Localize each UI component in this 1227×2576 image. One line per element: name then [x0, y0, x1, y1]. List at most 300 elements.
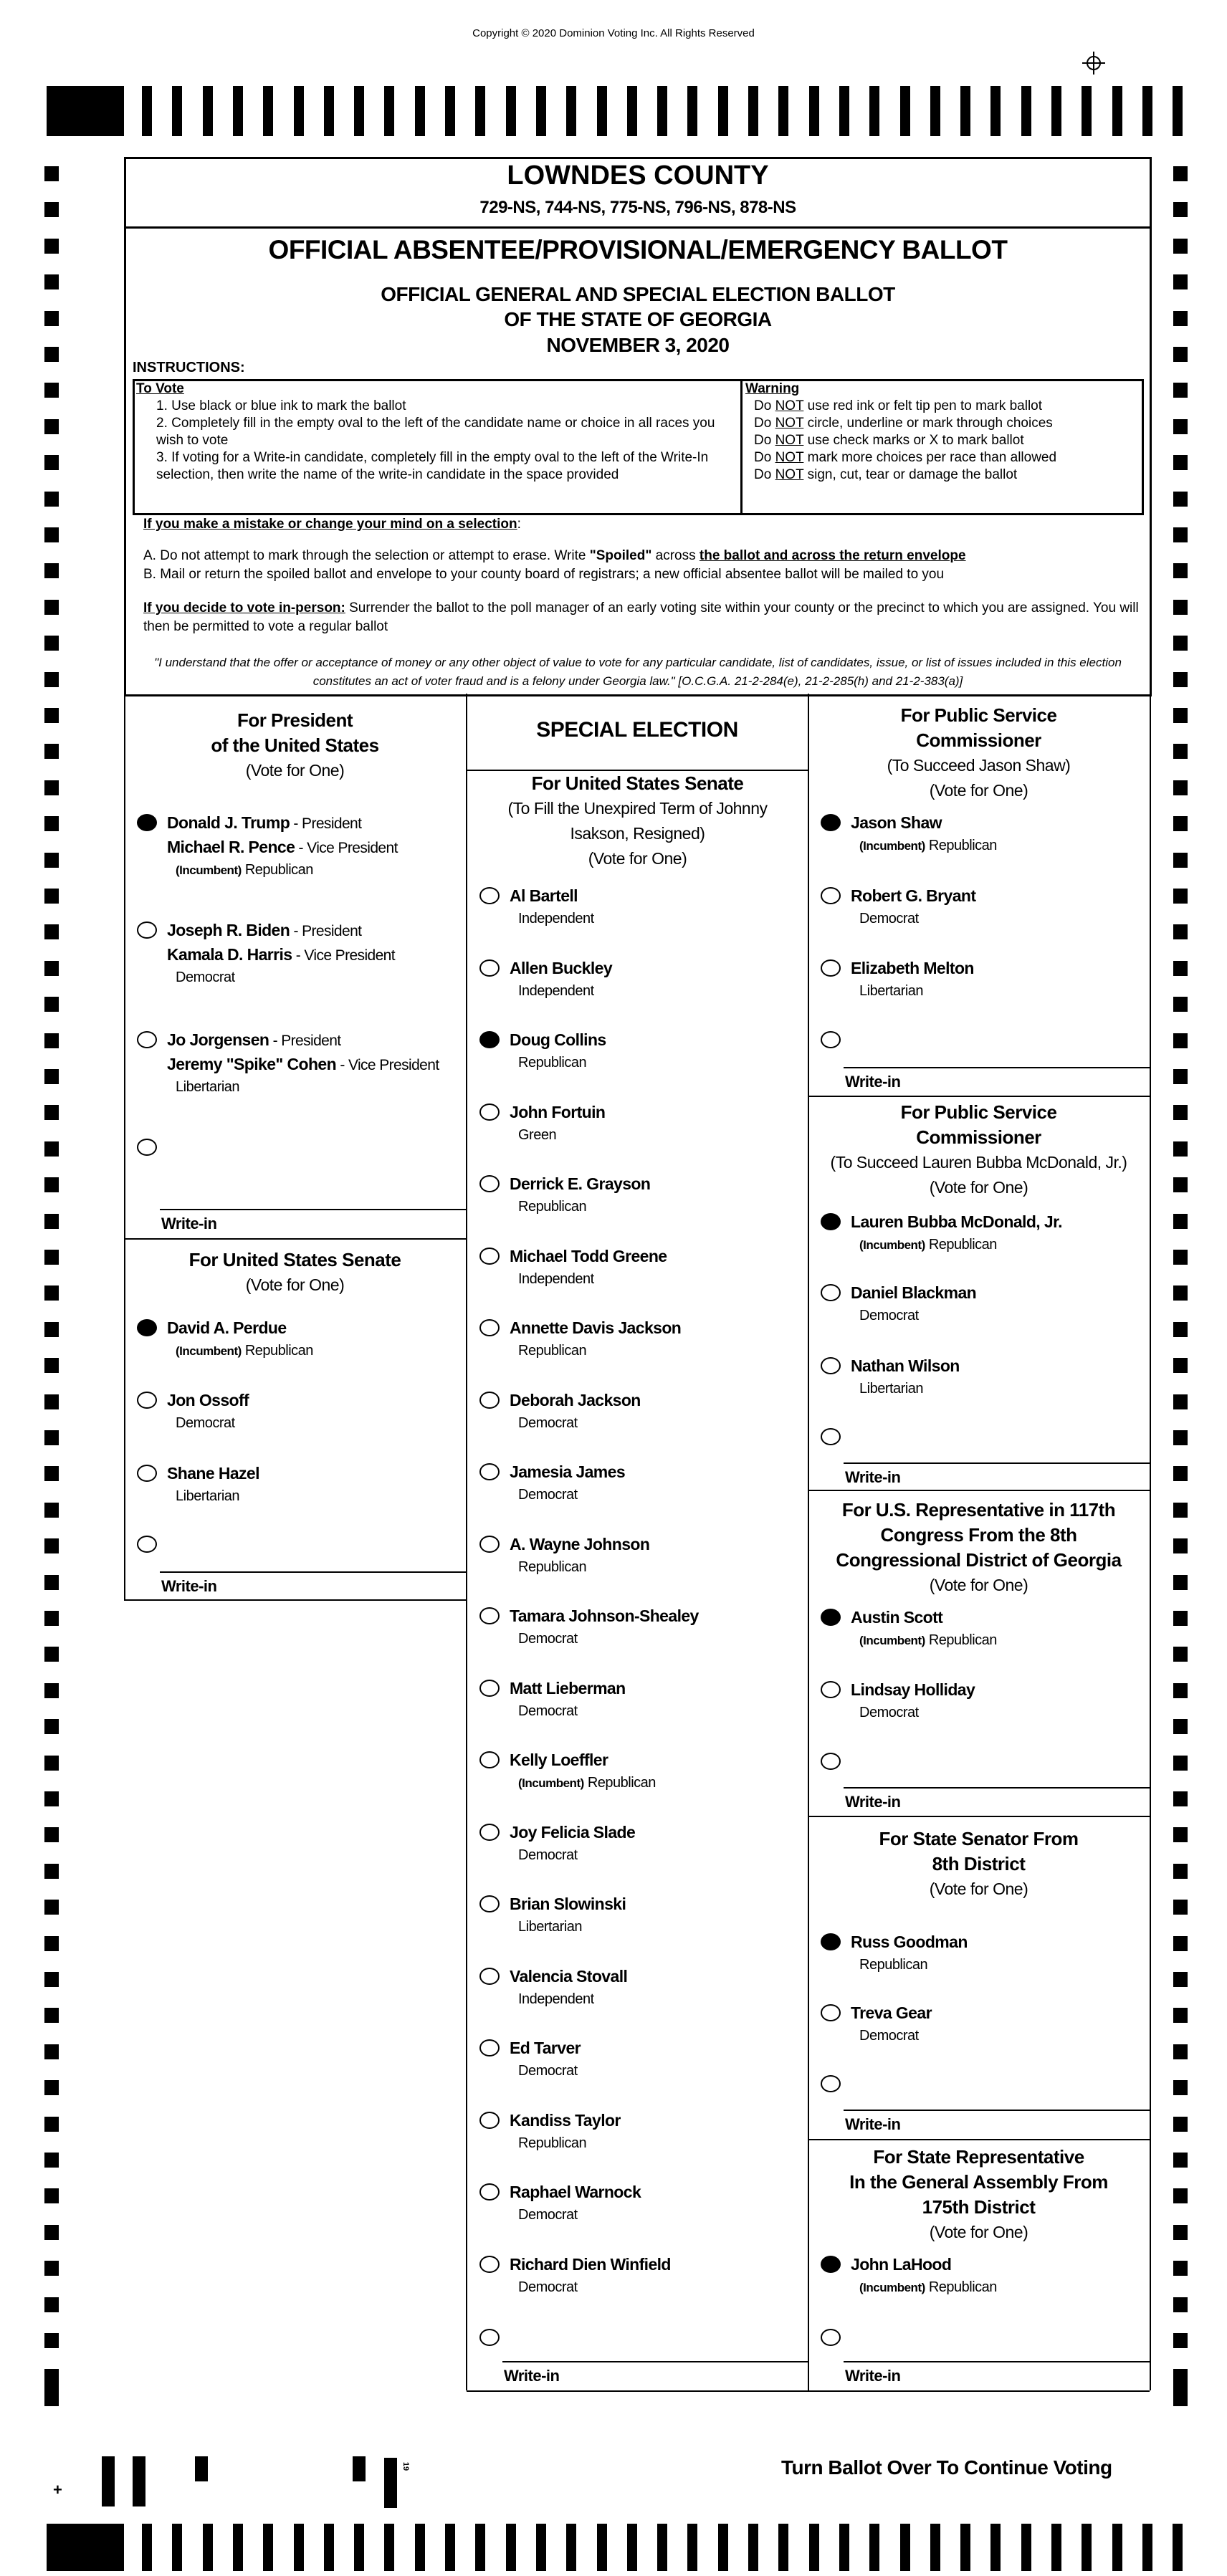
- side-timing-mark: [1173, 853, 1188, 868]
- candidate-oval[interactable]: [821, 1213, 841, 1230]
- candidate-option[interactable]: [510, 2036, 581, 2082]
- side-timing-mark: [44, 419, 59, 434]
- side-timing-mark: [1173, 239, 1188, 254]
- candidate-option[interactable]: [167, 811, 398, 881]
- candidate-oval[interactable]: [479, 1031, 500, 1048]
- candidate-oval[interactable]: [479, 1392, 500, 1409]
- candidate-name: Tamara Johnson-Shealey: [510, 1607, 699, 1625]
- voter-fraud-oath: "I understand that the offer or acceptance of money or any other object of value to vote for any particular candidate, list of candidates, issue, or list of issues included in this election constitutes an act of voter fraud and is a felony under Georgia law." [O.C.G.A. 21-2-284(e), 21-2-285(h) and 21-2-383(a)]: [154, 656, 1122, 688]
- timing-bar: [839, 2524, 849, 2571]
- sheet-id-bar: [384, 2458, 397, 2508]
- candidate-party: (Incumbent) Republican: [859, 1632, 997, 1648]
- side-timing-mark: [44, 1972, 59, 1987]
- contest-title: For United States Senate: [188, 1249, 401, 1270]
- contest-title: For State Representative: [873, 2146, 1084, 2168]
- candidate-oval[interactable]: [479, 1968, 500, 1985]
- timing-bar: [990, 2524, 1001, 2571]
- candidate-oval[interactable]: [137, 1031, 157, 1048]
- candidate-oval[interactable]: [479, 1536, 500, 1553]
- side-timing-mark: [44, 2188, 59, 2203]
- candidate-oval[interactable]: [137, 1465, 157, 1482]
- candidate-oval[interactable]: [479, 887, 500, 904]
- candidate-option[interactable]: [510, 957, 612, 1002]
- side-timing-mark: [1173, 527, 1188, 542]
- vote-for-count: (Vote for One): [929, 1880, 1028, 1898]
- vote-for-count: (Vote for One): [929, 1576, 1028, 1594]
- copyright-notice: Copyright © 2020 Dominion Voting Inc. All Rights Reserved: [472, 27, 755, 39]
- side-timing-mark: [1173, 1033, 1188, 1048]
- candidate-option[interactable]: [851, 884, 975, 929]
- side-timing-mark: [44, 311, 59, 326]
- ballot-subtitle: OFFICIAL GENERAL AND SPECIAL ELECTION BALLOT: [381, 283, 895, 305]
- candidate-oval[interactable]: [479, 2112, 500, 2129]
- candidate-option[interactable]: [510, 884, 594, 929]
- contest-title: Congressional District of Georgia: [836, 1549, 1122, 1571]
- timing-bar: [263, 86, 273, 136]
- side-timing-mark: [1173, 708, 1188, 723]
- candidate-oval[interactable]: [137, 921, 157, 939]
- timing-bar: [778, 2524, 788, 2571]
- side-timing-mark: [44, 1069, 59, 1084]
- candidate-party: Democrat: [859, 1705, 919, 1720]
- candidate-name: Deborah Jackson: [510, 1390, 641, 1409]
- side-timing-mark: [1173, 1864, 1188, 1879]
- contest-subtitle: (To Succeed Jason Shaw): [887, 756, 1071, 775]
- write-in-label: Write-in: [161, 1215, 217, 1232]
- ballot-title: OFFICIAL ABSENTEE/PROVISIONAL/EMERGENCY BALLOT: [268, 235, 1008, 264]
- to-vote-section: [136, 380, 738, 484]
- side-timing-mark: [44, 600, 59, 615]
- timing-bar: [990, 86, 1001, 136]
- side-timing-mark: [1173, 1394, 1188, 1409]
- candidate-party: Democrat: [518, 2207, 578, 2223]
- timing-bar: [687, 86, 697, 136]
- write-in-line[interactable]: [160, 1209, 466, 1210]
- side-timing-mark: [44, 997, 59, 1012]
- candidate-option[interactable]: [510, 1028, 606, 1073]
- candidate-party: Independent: [518, 982, 594, 999]
- timing-bar: [1142, 2524, 1152, 2571]
- write-in-oval[interactable]: [821, 1428, 841, 1445]
- candidate-name: Austin Scott: [851, 1608, 943, 1627]
- candidate-party: (Incumbent) Republican: [518, 1775, 656, 1791]
- candidate-option[interactable]: [510, 1821, 635, 1866]
- contest-title: Congress From the 8th: [880, 1524, 1077, 1546]
- candidate-oval[interactable]: [137, 1392, 157, 1409]
- side-timing-mark: [44, 166, 59, 181]
- candidate-party: Libertarian: [176, 1488, 240, 1504]
- candidate-party: Democrat: [518, 2279, 578, 2295]
- timing-bar: [1021, 2524, 1031, 2571]
- candidate-option[interactable]: [510, 1677, 626, 1722]
- county-name: LOWNDES COUNTY: [507, 161, 769, 191]
- to-vote-item: 3. If voting for a Write-in candidate, completely fill in the empty oval to the left of the Write-In selection, then write the name of the write-in candidate in the space provided: [156, 450, 709, 482]
- side-timing-mark: [1173, 1791, 1188, 1806]
- side-timing-mark: [1173, 1069, 1188, 1084]
- side-timing-mark: [44, 2261, 59, 2276]
- candidate-oval[interactable]: [821, 1681, 841, 1698]
- candidate-oval[interactable]: [821, 887, 841, 904]
- side-timing-mark: [1173, 1611, 1188, 1626]
- write-in-oval[interactable]: [137, 1139, 157, 1156]
- write-in-label: Write-in: [161, 1577, 217, 1595]
- candidate-oval[interactable]: [479, 1175, 500, 1192]
- candidate-oval[interactable]: [479, 959, 500, 977]
- candidate-name: Michael R. Pence - Vice President: [167, 838, 398, 856]
- side-timing-mark: [1173, 1936, 1188, 1951]
- contest-title: Commissioner: [916, 729, 1041, 751]
- candidate-party: Democrat: [859, 2028, 919, 2044]
- candidate-name: Robert G. Bryant: [851, 886, 976, 905]
- contest-title: Commissioner: [916, 1126, 1041, 1148]
- candidate-option[interactable]: [510, 1460, 625, 1505]
- candidate-party: Republican: [518, 1343, 587, 1359]
- candidate-option[interactable]: [851, 2253, 997, 2298]
- candidate-name: Al Bartell: [510, 886, 578, 905]
- side-timing-mark: [44, 636, 59, 651]
- candidate-oval[interactable]: [479, 2183, 500, 2201]
- candidate-name: Treva Gear: [851, 2003, 932, 2022]
- timing-bar: [657, 86, 667, 136]
- to-vote-heading: To Vote: [136, 381, 184, 396]
- timing-bar: [384, 2524, 394, 2571]
- side-timing-mark: [1173, 202, 1188, 217]
- side-timing-mark: [44, 853, 59, 868]
- header-divider: [124, 226, 1152, 229]
- write-in-oval[interactable]: [137, 1536, 157, 1553]
- side-timing-mark: [1173, 1827, 1188, 1842]
- contest-header: [808, 1826, 1150, 1902]
- vote-for-count: (Vote for One): [929, 1178, 1028, 1197]
- write-in-label: Write-in: [845, 1073, 901, 1091]
- side-timing-mark: [1173, 1719, 1188, 1734]
- sheet-code: 19: [401, 2461, 411, 2471]
- candidate-option[interactable]: [510, 1316, 681, 1361]
- write-in-line[interactable]: [844, 1067, 1150, 1068]
- candidate-option[interactable]: [510, 1892, 626, 1938]
- contest-divider: [467, 2390, 808, 2392]
- timing-bar: [324, 86, 334, 136]
- candidate-name: Lauren Bubba McDonald, Jr.: [851, 1212, 1062, 1231]
- candidate-option[interactable]: [167, 919, 395, 988]
- candidate-oval[interactable]: [479, 1895, 500, 1912]
- candidate-oval[interactable]: [479, 2256, 500, 2273]
- mistake-heading: If you make a mistake or change your mind on a selection:: [143, 517, 521, 532]
- write-in-line[interactable]: [844, 1462, 1150, 1464]
- timing-bar: [657, 2524, 667, 2571]
- candidate-oval[interactable]: [821, 1357, 841, 1374]
- side-timing-mark: [1173, 816, 1188, 831]
- candidate-option[interactable]: [510, 1245, 667, 1290]
- mistake-instruction-a: A. Do not attempt to mark through the selection or attempt to erase. Write "Spoiled" across the ballot and across the return envelope: [143, 548, 966, 563]
- side-timing-mark: [1173, 1285, 1188, 1301]
- candidate-option[interactable]: [510, 1748, 656, 1794]
- sheet-id-bar: [195, 2456, 208, 2481]
- side-timing-mark: [1173, 1538, 1188, 1553]
- timing-bar: [445, 2524, 455, 2571]
- contest-title: For President: [237, 709, 353, 731]
- candidate-option[interactable]: [167, 1462, 259, 1507]
- candidate-party: Republican: [518, 1055, 587, 1071]
- side-timing-mark: [44, 1177, 59, 1192]
- candidate-option[interactable]: [851, 1281, 976, 1326]
- vote-for-count: (Vote for One): [588, 849, 687, 868]
- candidate-option[interactable]: [167, 1389, 249, 1434]
- candidate-party: Republican: [859, 1957, 928, 1973]
- side-timing-mark: [1173, 1466, 1188, 1481]
- candidate-oval[interactable]: [821, 2256, 841, 2273]
- candidate-name: Nathan Wilson: [851, 1356, 960, 1375]
- candidate-party: (Incumbent) Republican: [859, 2279, 997, 2295]
- side-timing-mark: [44, 1538, 59, 1553]
- side-timing-mark: [1173, 2008, 1188, 2023]
- timing-bar: [869, 2524, 879, 2571]
- timing-bar: [294, 2524, 304, 2571]
- side-timing-mark: [1173, 1141, 1188, 1157]
- side-timing-mark: [1173, 2378, 1188, 2406]
- candidate-name: Kelly Loeffler: [510, 1751, 608, 1769]
- candidate-party: Democrat: [518, 1847, 578, 1863]
- timing-bar: [415, 86, 425, 136]
- candidate-oval[interactable]: [479, 1463, 500, 1480]
- candidate-option[interactable]: [510, 2253, 671, 2298]
- timing-bar: [1051, 2524, 1061, 2571]
- timing-block: [47, 86, 124, 136]
- side-timing-mark: [44, 1503, 59, 1518]
- candidate-oval[interactable]: [479, 1103, 500, 1121]
- candidate-name: Jon Ossoff: [167, 1391, 249, 1409]
- vote-for-count: (Vote for One): [929, 781, 1028, 800]
- candidate-option[interactable]: [851, 2001, 932, 2046]
- write-in-label: Write-in: [845, 1793, 901, 1811]
- candidate-party: Republican: [518, 2135, 587, 2151]
- side-timing-mark: [44, 816, 59, 831]
- candidate-option[interactable]: [510, 1533, 649, 1578]
- side-timing-mark: [1173, 347, 1188, 362]
- candidate-option[interactable]: [510, 1389, 641, 1434]
- timing-bar: [475, 86, 485, 136]
- timing-bar: [1082, 86, 1092, 136]
- timing-bar: [1082, 2524, 1092, 2571]
- contest-title: In the General Assembly From: [849, 2171, 1108, 2193]
- warning-item: Do NOT circle, underline or mark through choices: [754, 416, 1053, 431]
- side-timing-mark: [1173, 600, 1188, 615]
- candidate-option[interactable]: [167, 1316, 313, 1361]
- timing-bar: [233, 86, 243, 136]
- candidate-name: Ed Tarver: [510, 2039, 581, 2057]
- contest-header: [124, 708, 466, 783]
- warning-item: Do NOT use check marks or X to mark ballot: [754, 433, 1024, 448]
- side-timing-mark: [1173, 2044, 1188, 2059]
- side-timing-mark: [44, 527, 59, 542]
- contest-subtitle: (To Succeed Lauren Bubba McDonald, Jr.): [830, 1153, 1127, 1172]
- side-timing-mark: [44, 1358, 59, 1373]
- contest-header: [467, 771, 808, 871]
- timing-block: [47, 2524, 124, 2571]
- side-timing-mark: [1173, 274, 1188, 289]
- candidate-party: Independent: [518, 1991, 594, 2007]
- candidate-oval[interactable]: [821, 1284, 841, 1301]
- contest-title: 8th District: [932, 1853, 1026, 1874]
- candidate-option[interactable]: [510, 2180, 641, 2226]
- candidate-option[interactable]: [510, 1965, 627, 2010]
- timing-bar: [597, 86, 607, 136]
- side-timing-mark: [1173, 1756, 1188, 1771]
- candidate-option[interactable]: [167, 1028, 439, 1098]
- column-border: [124, 694, 125, 1599]
- candidate-option[interactable]: [851, 811, 997, 856]
- side-timing-mark: [1173, 1214, 1188, 1229]
- vote-for-count: (Vote for One): [245, 761, 345, 780]
- side-timing-mark: [1173, 1683, 1188, 1698]
- in-person-instruction: If you decide to vote in-person: Surrender the ballot to the poll manager of an early voting site within your county or the precinct to which you are assigned. You will then be permitted to vote a regular ballot: [143, 600, 1139, 634]
- candidate-oval[interactable]: [479, 1319, 500, 1336]
- timing-bar: [960, 86, 970, 136]
- candidate-name: Jo Jorgensen - President: [167, 1030, 341, 1049]
- write-in-oval[interactable]: [821, 1753, 841, 1770]
- candidate-oval[interactable]: [479, 1248, 500, 1265]
- write-in-oval[interactable]: [821, 1031, 841, 1048]
- side-timing-mark: [1173, 455, 1188, 470]
- candidate-name: Richard Dien Winfield: [510, 2254, 671, 2274]
- side-timing-mark: [44, 2225, 59, 2240]
- candidate-oval[interactable]: [479, 1607, 500, 1624]
- candidate-oval[interactable]: [821, 959, 841, 977]
- contest-title: For U.S. Representative in 117th: [841, 1499, 1116, 1521]
- timing-bar: [748, 86, 758, 136]
- write-in-oval[interactable]: [821, 2329, 841, 2346]
- candidate-party: Independent: [518, 911, 594, 927]
- candidate-option[interactable]: [851, 1354, 960, 1399]
- candidate-name: Elizabeth Melton: [851, 959, 974, 977]
- to-vote-item: 2. Completely fill in the empty oval to the left of the candidate name or choice in all races you wish to vote: [156, 416, 715, 448]
- candidate-name: Matt Lieberman: [510, 1678, 626, 1698]
- side-timing-mark: [44, 1791, 59, 1806]
- contest-title: 175th District: [922, 2196, 1036, 2218]
- candidate-oval[interactable]: [479, 2039, 500, 2057]
- special-election-label: SPECIAL ELECTION: [536, 718, 738, 742]
- side-timing-mark: [44, 1611, 59, 1626]
- column-border: [1150, 694, 1151, 2390]
- side-timing-mark: [44, 455, 59, 470]
- write-in-line[interactable]: [502, 2361, 808, 2362]
- side-timing-mark: [1173, 2333, 1188, 2348]
- candidate-oval[interactable]: [137, 1319, 157, 1336]
- candidate-name: John LaHood: [851, 2255, 952, 2274]
- side-timing-mark: [44, 2008, 59, 2023]
- candidate-option[interactable]: [510, 1101, 605, 1146]
- candidate-party: Libertarian: [518, 1919, 583, 1935]
- side-timing-mark: [44, 1394, 59, 1409]
- side-timing-mark: [1173, 1972, 1188, 1987]
- side-timing-mark: [1173, 1503, 1188, 1518]
- timing-bar: [809, 2524, 819, 2571]
- side-timing-mark: [44, 1936, 59, 1951]
- candidate-party: Libertarian: [859, 1381, 924, 1397]
- contest-divider: [808, 1816, 1150, 1817]
- turn-over-notice: Turn Ballot Over To Continue Voting: [781, 2456, 1112, 2479]
- candidate-name: Kandiss Taylor: [510, 2110, 621, 2130]
- write-in-oval[interactable]: [479, 2329, 500, 2346]
- candidate-name: Donald J. Trump - President: [167, 813, 362, 832]
- timing-bar: [354, 2524, 364, 2571]
- contest-divider: [808, 2139, 1150, 2140]
- candidate-party: Democrat: [176, 1415, 235, 1431]
- candidate-option[interactable]: [851, 1930, 968, 1976]
- timing-bar: [1173, 2524, 1183, 2571]
- candidate-name: Annette Davis Jackson: [510, 1318, 682, 1337]
- side-timing-mark: [44, 672, 59, 687]
- write-in-line[interactable]: [844, 2361, 1150, 2362]
- write-in-oval[interactable]: [821, 2075, 841, 2092]
- write-in-line[interactable]: [844, 2110, 1150, 2111]
- write-in-label: Write-in: [845, 2367, 901, 2385]
- candidate-option[interactable]: [851, 1606, 997, 1651]
- side-timing-mark: [1173, 492, 1188, 507]
- candidate-option[interactable]: [510, 1172, 650, 1217]
- candidate-option[interactable]: [851, 1678, 975, 1723]
- warning-section: [745, 380, 1140, 484]
- side-timing-mark: [1173, 1105, 1188, 1120]
- side-timing-mark: [44, 1214, 59, 1229]
- timing-bar: [263, 2524, 273, 2571]
- candidate-party: (Incumbent) Republican: [859, 1237, 997, 1253]
- side-timing-mark: [1173, 1177, 1188, 1192]
- candidate-party: (Incumbent) Republican: [859, 838, 997, 853]
- side-timing-mark: [44, 383, 59, 398]
- side-timing-mark: [1173, 889, 1188, 904]
- candidate-name: Allen Buckley: [510, 958, 613, 977]
- candidate-oval[interactable]: [821, 814, 841, 831]
- candidate-oval[interactable]: [479, 1680, 500, 1697]
- candidate-name: Joy Felicia Slade: [510, 1822, 636, 1842]
- candidate-name: Jason Shaw: [851, 813, 942, 832]
- contest-subtitle: (To Fill the Unexpired Term of Johnny: [507, 799, 768, 818]
- side-timing-mark: [1173, 1575, 1188, 1590]
- candidate-oval[interactable]: [479, 1824, 500, 1841]
- candidate-party: Democrat: [518, 1703, 578, 1719]
- warning-heading: Warning: [745, 381, 800, 396]
- contest-divider: [808, 1490, 1150, 1491]
- candidate-oval[interactable]: [821, 1609, 841, 1626]
- side-timing-mark: [44, 1141, 59, 1157]
- candidate-oval[interactable]: [821, 1933, 841, 1950]
- candidate-party: Democrat: [518, 1487, 578, 1503]
- candidate-oval[interactable]: [479, 1751, 500, 1768]
- side-timing-mark: [1173, 419, 1188, 434]
- candidate-option[interactable]: [851, 1210, 1062, 1255]
- contest-divider: [808, 2390, 1150, 2392]
- registration-target-icon: [1082, 52, 1105, 75]
- candidate-party: Independent: [518, 1270, 594, 1287]
- write-in-line[interactable]: [844, 1787, 1150, 1789]
- candidate-option[interactable]: [510, 2109, 621, 2154]
- timing-bar: [506, 2524, 516, 2571]
- candidate-oval[interactable]: [821, 2004, 841, 2021]
- candidate-name: Jeremy "Spike" Cohen - Vice President: [167, 1055, 439, 1073]
- write-in-line[interactable]: [160, 1571, 466, 1573]
- timing-bar: [1051, 86, 1061, 136]
- side-timing-mark: [1173, 1358, 1188, 1373]
- candidate-option[interactable]: [510, 1604, 699, 1649]
- side-timing-mark: [1173, 166, 1188, 181]
- warning-item: Do NOT use red ink or felt tip pen to mark ballot: [754, 398, 1043, 413]
- timing-bar: [930, 86, 940, 136]
- candidate-option[interactable]: [851, 957, 974, 1002]
- side-timing-mark: [44, 2297, 59, 2312]
- timing-bar: [142, 2524, 152, 2571]
- candidate-oval[interactable]: [137, 814, 157, 831]
